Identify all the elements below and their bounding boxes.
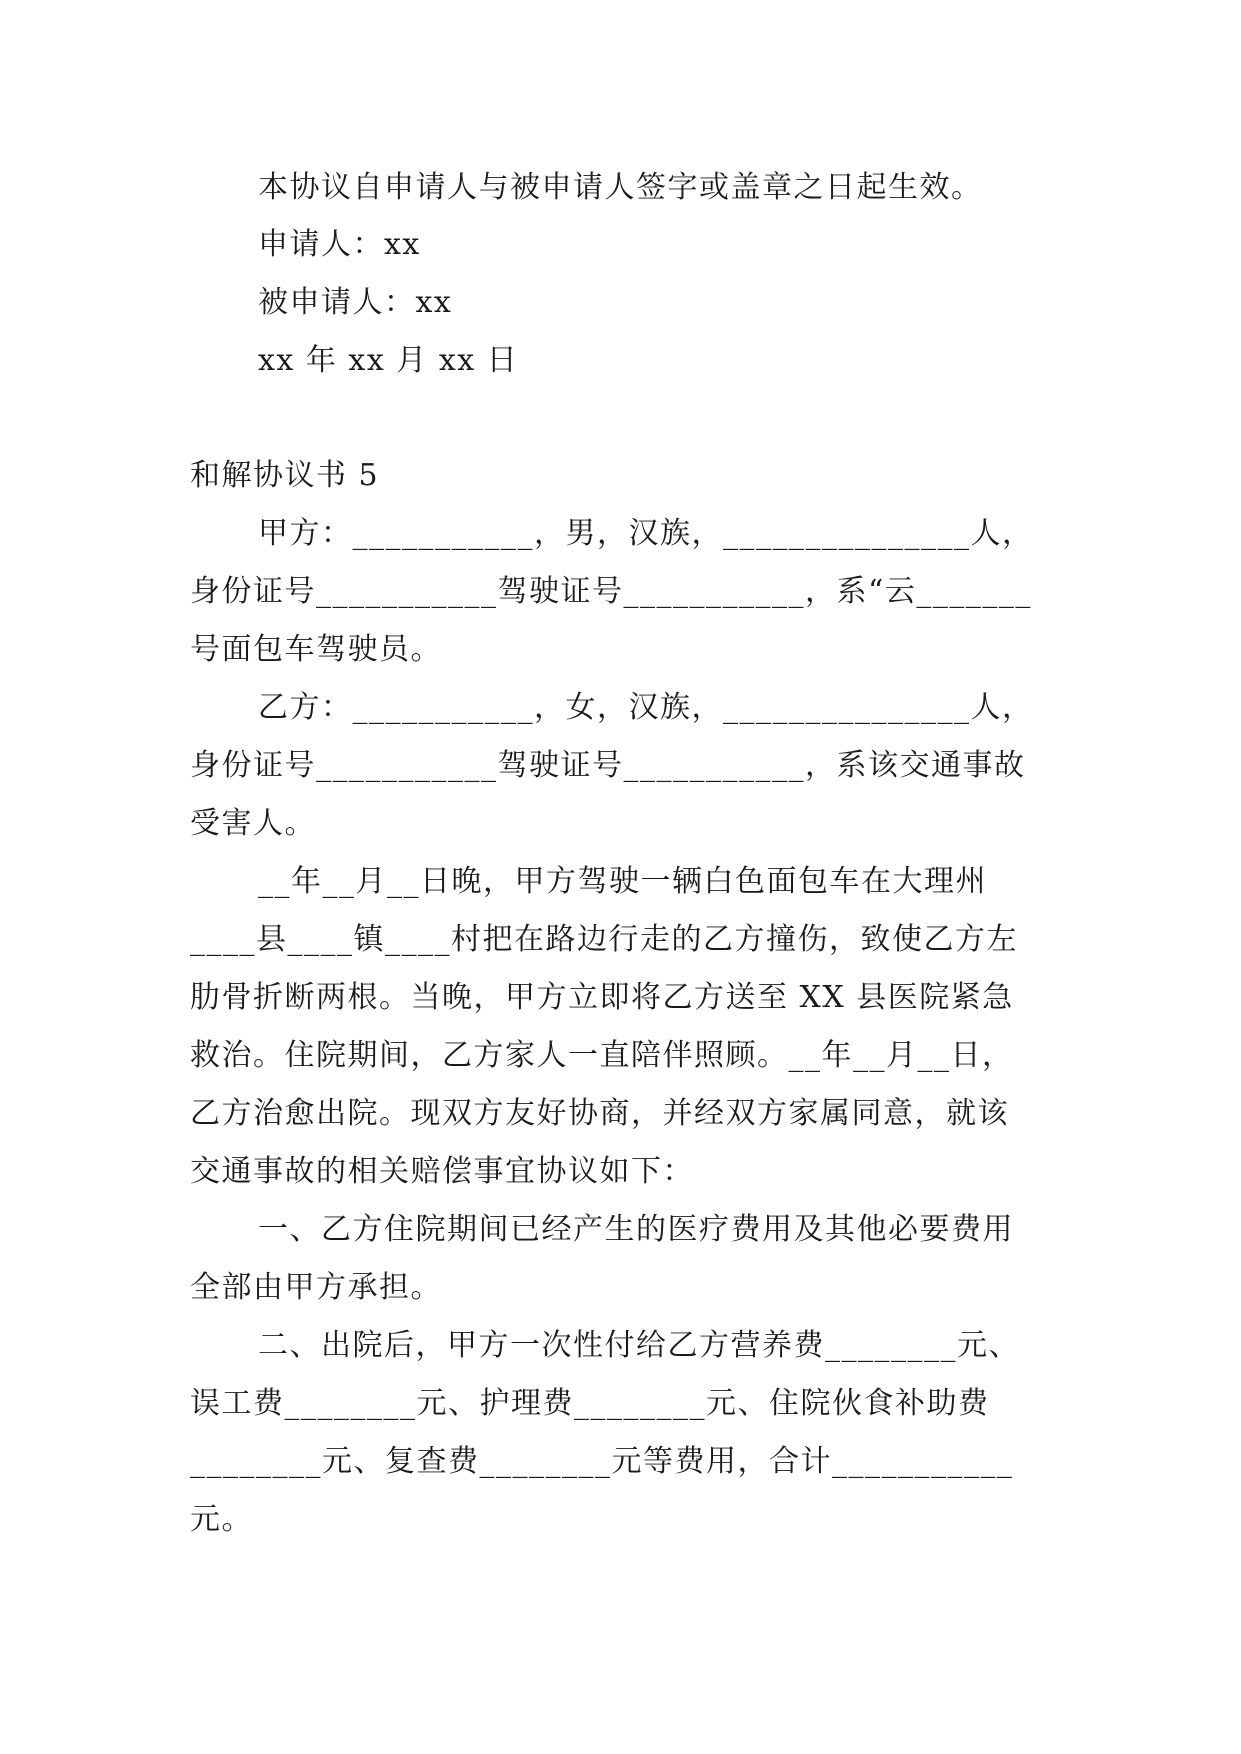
party-b-line: 受害人。: [190, 806, 316, 841]
party-a-line: 甲方：___________，男，汉族，_______________人，: [258, 516, 1034, 551]
facts-line: __年__月__日晚，甲方驾驶一辆白色面包车在大理州: [258, 864, 987, 899]
effective-clause: 本协议自申请人与被申请人签字或盖章之日起生效。: [258, 170, 983, 205]
clause-two-line: ________元、复查费________元等费用，合计___________: [190, 1444, 1014, 1479]
party-b-line: 身份证号___________驾驶证号___________，系该交通事故: [190, 748, 1026, 783]
clause-two-line: 误工费________元、护理费________元、住院伙食补助费: [190, 1386, 990, 1421]
party-a-line: 号面包车驾驶员。: [190, 632, 442, 667]
facts-line: 乙方治愈出院。现双方友好协商，并经双方家属同意，就该: [190, 1096, 1009, 1131]
facts-line: 交通事故的相关赔偿事宜协议如下：: [190, 1154, 694, 1189]
respondent-line: 被申请人：xx: [258, 285, 453, 320]
applicant-line: 申请人：xx: [258, 227, 421, 262]
party-a-line: 身份证号___________驾驶证号___________，系“云_______: [190, 574, 1032, 609]
facts-line: 肋骨折断两根。当晚，甲方立即将乙方送至 XX 县医院紧急: [190, 980, 1014, 1015]
signing-date: xx 年 xx 月 xx 日: [258, 343, 519, 378]
party-b-line: 乙方：___________，女，汉族，_______________人，: [258, 690, 1034, 725]
clause-two-line: 元。: [190, 1502, 253, 1537]
clause-one-line: 全部由甲方承担。: [190, 1270, 442, 1305]
agreement-title: 和解协议书 5: [190, 458, 380, 493]
facts-line: 救治。住院期间，乙方家人一直陪伴照顾。__年__月__日，: [190, 1038, 1014, 1073]
clause-one-line: 一、乙方住院期间已经产生的医疗费用及其他必要费用: [258, 1212, 1014, 1247]
facts-line: ____县____镇____村把在路边行走的乙方撞伤，致使乙方左: [190, 922, 1018, 957]
clause-two-line: 二、出院后，甲方一次性付给乙方营养费________元、: [258, 1328, 1020, 1363]
